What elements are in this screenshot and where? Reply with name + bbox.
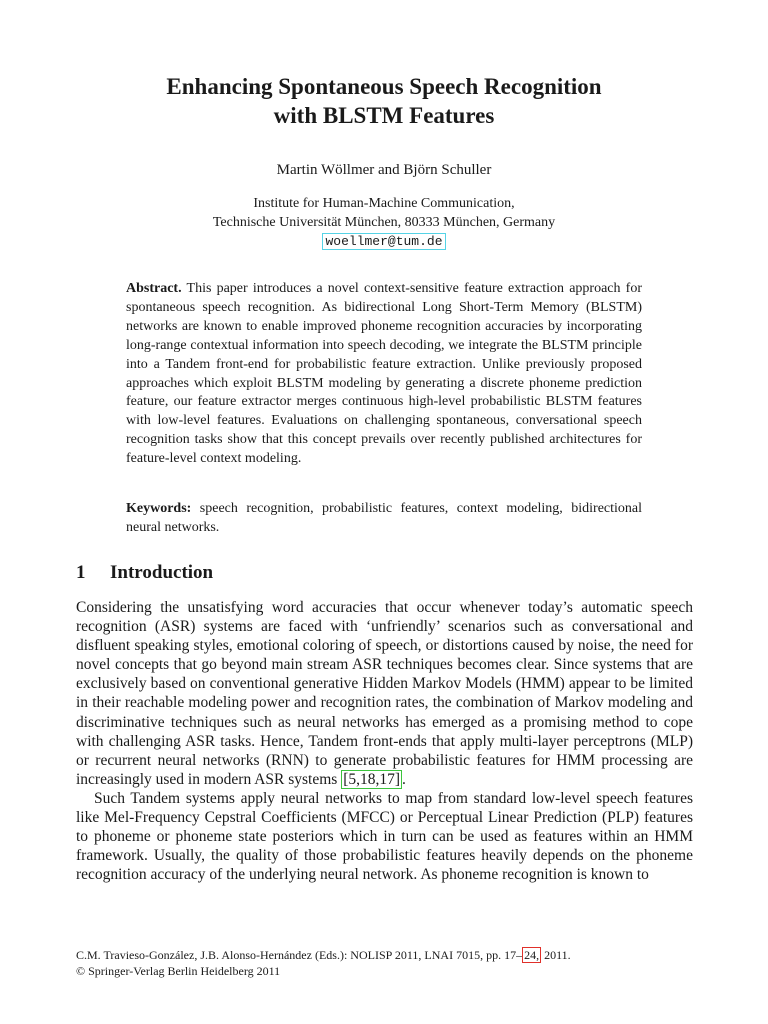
section-number: 1 (76, 562, 86, 583)
keywords-text: speech recognition, probabilistic features, context modeling, bidirectional neural networks. (126, 501, 643, 535)
page-range-link[interactable]: 24, (524, 948, 540, 962)
footer-copyright: © Springer-Verlag Berlin Heidelberg 2011 (76, 963, 281, 978)
paper-title-line-1: Enhancing Spontaneous Speech Recognition (166, 74, 602, 99)
page-footer (76, 948, 693, 979)
affiliation-line-2: Technische Universität München, 80333 München, Germany (212, 215, 556, 230)
paragraph-1-end: . (402, 770, 406, 788)
body-paragraph-2: Such Tandem systems apply neural networks to map from standard low-level speech features like Mel-Frequency Cepstral Coefficients (MFCC) or Perceptual Linear Prediction (PLP) features to phoneme or phoneme state posteriors which in turn can be used as features within an HMM framework. Usually, the quality of those probabilistic features heavily depends on the phoneme recognition accuracy of the underlying neural network. As phoneme recognition is known to (76, 789, 693, 884)
body-paragraph-1 (76, 598, 693, 789)
footer-citation-suffix: 2011. (541, 948, 571, 962)
abstract-text: This paper introduces a novel context-sensitive feature extraction approach for spontaneous speech recognition. As bidirectional Long Short-Term Memory (BLSTM) networks are known to enable improved phoneme recognition accuracies by incorporating long-range contextual information into speech decoding, we integrate the BLSTM principle into a Tandem front-end for probabilistic feature extraction. Unlike previously proposed approaches which exploit BLSTM modeling by generating a discrete phoneme prediction feature, our feature extractor merges continuous high-level probabilistic BLSTM features with low-level features. Evaluations on challenging spontaneous, conversational speech recognition tasks show that this concept prevails over recently published architectures for feature-level context modeling. (126, 281, 642, 467)
author-email-link[interactable]: woellmer@tum.de (322, 233, 445, 250)
section-title: Introduction (110, 562, 214, 583)
abstract-label: Abstract. (126, 281, 182, 296)
keywords-label: Keywords: (126, 501, 192, 516)
footer-citation-line (76, 948, 693, 964)
affiliation-block (0, 194, 768, 251)
section-heading (76, 561, 213, 585)
author-list: Martin Wöllmer and Björn Schuller (276, 162, 492, 178)
paper-title-line-2: with BLSTM Features (273, 103, 495, 128)
abstract-block (126, 280, 642, 469)
body-text (76, 598, 693, 884)
footer-citation-prefix: C.M. Travieso-González, J.B. Alonso-Hernández (Eds.): NOLISP 2011, LNAI 7015, pp. 17– (76, 948, 523, 962)
keywords-block (126, 500, 642, 538)
paper-title (0, 72, 768, 130)
paragraph-1-text: Considering the unsatisfying word accuracies that occur whenever today’s automatic speech recognition (ASR) systems are faced with ‘unfriendly’ scenarios such as conversational and disfluent speaking styles, emotional coloring of speech, or distortions caused by noise, the need for novel concepts that go beyond main stream ASR techniques becomes clear. Since systems that are exclusively based on conventional generative Hidden Markov Models (HMM) appear to be limited in their reachable modeling power and recognition rates, the combination of Markov modeling and discriminative techniques such as neural networks has emerged as a promising method to cope with challenging ASR tasks. Hence, Tandem front-ends that apply multi-layer perceptrons (MLP) or recurrent neural networks (RNN) to generate probabilistic features for HMM processing are increasingly used in modern ASR systems (76, 599, 693, 788)
citation-link[interactable]: [5,18,17] (343, 770, 401, 788)
affiliation-line-1: Institute for Human-Machine Communication, (253, 196, 515, 211)
